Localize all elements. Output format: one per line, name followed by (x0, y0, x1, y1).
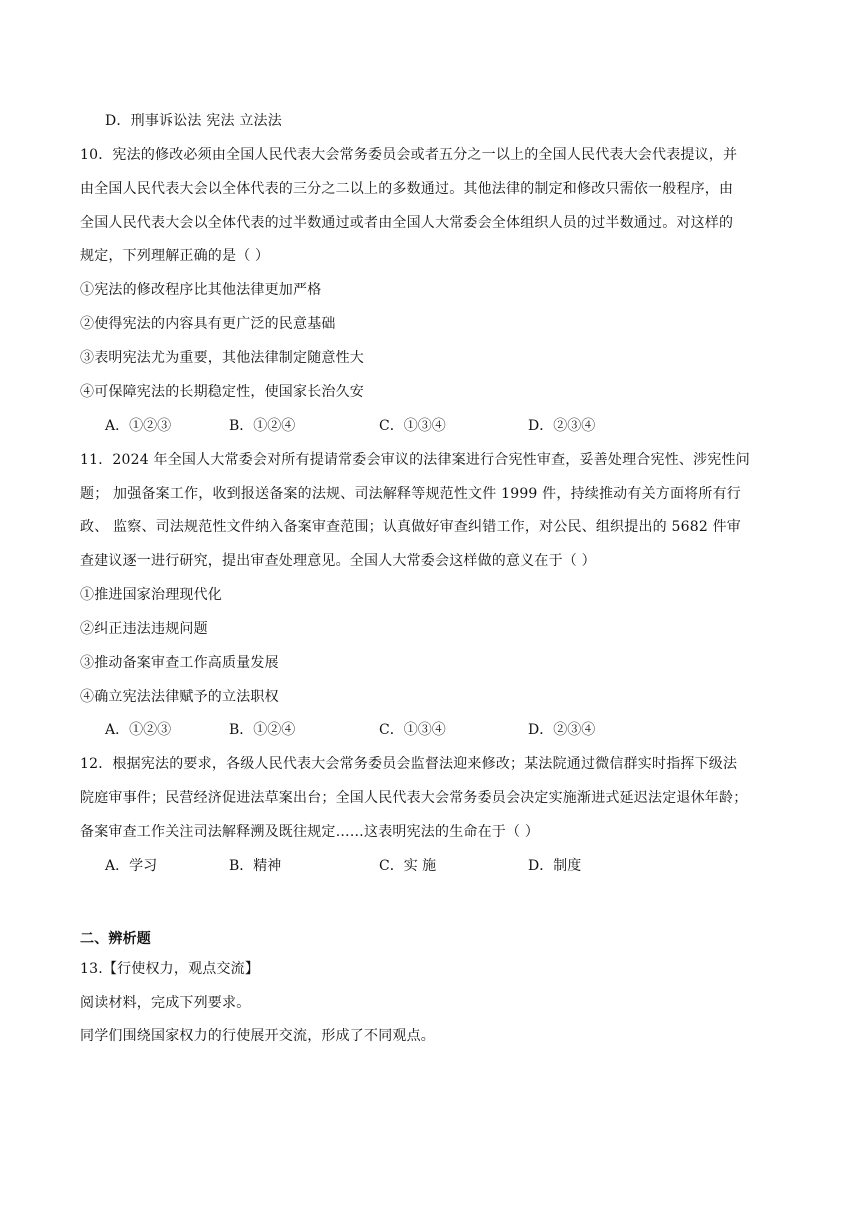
q11-option-d: D．②③④ (528, 722, 596, 738)
q10-statement: ③表明宪法尤为重要，其他法律制定随意性大 (80, 350, 364, 366)
q12-option-c: C．实 施 (379, 858, 437, 874)
q11-statement: ②纠正违法违规问题 (80, 621, 208, 637)
q11-stem-line: 查建议逐一进行研究，提出审查处理意见。全国人大常委会这样做的意义在于（ ） (80, 553, 596, 569)
q12-option-d: D．制度 (528, 858, 582, 874)
q11-statement: ①推进国家治理现代化 (80, 587, 222, 603)
q10-option-c: C．①③④ (379, 418, 446, 434)
q10-options (0, 416, 860, 436)
q11-stem-line: 题； 加强备案工作，收到报送备案的法规、司法解释等规范性文件 1999 件，持续推动有关方面将所有行 (80, 486, 741, 502)
q10-stem-line: 由全国人民代表大会以全体代表的三分之二以上的多数通过。其他法律的制定和修改只需依一般程序，由 (80, 181, 734, 197)
q12-option-a: A．学习 (105, 858, 158, 874)
q12-stem-line: 备案审查工作关注司法解释溯及既往规定……这表明宪法的生命在于（ ） (80, 824, 540, 840)
q11-statement: ③推动备案审查工作高质量发展 (80, 655, 279, 671)
q11-options (0, 720, 860, 740)
q10-statement: ①宪法的修改程序比其他法律更加严格 (80, 282, 322, 298)
q12-stem-line: 12．根据宪法的要求，各级人民代表大会常务委员会监督法迎来修改；某法院通过微信群实时指挥下级法 (80, 756, 738, 772)
q12-option-b: B．精神 (229, 858, 282, 874)
q12-stem-line: 院庭审事件；民营经济促进法草案出台；全国人民代表大会常务委员会决定实施渐进式延迟法定退休年龄； (80, 790, 748, 806)
q10-statement: ④可保障宪法的长期稳定性，使国家长治久安 (80, 384, 364, 400)
q10-stem-line: 10．宪法的修改必须由全国人民代表大会常务委员会或者五分之一以上的全国人民代表大会代表提议，并 (80, 147, 738, 163)
q11-stem-line: 11．2024 年全国人大常委会对所有提请常委会审议的法律案进行合宪性审查，妥善处理合宪性、涉宪性问 (80, 452, 750, 468)
q10-stem-line: 全国人民代表大会以全体代表的过半数通过或者由全国人大常委会全体组织人员的过半数通过。对这样的 (80, 215, 734, 231)
q12-options (0, 856, 860, 876)
q11-option-c: C．①③④ (379, 722, 446, 738)
q10-option-b: B．①②④ (229, 418, 296, 434)
q10-statement: ②使得宪法的内容具有更广泛的民意基础 (80, 316, 336, 332)
q13-title: 13.【行使权力，观点交流】 (80, 961, 260, 977)
q13-instruction: 阅读材料，完成下列要求。 (80, 995, 251, 1011)
q13-material: 同学们围绕国家权力的行使展开交流，形成了不同观点。 (80, 1028, 435, 1044)
q10-option-d: D．②③④ (528, 418, 596, 434)
q11-option-b: B．①②④ (229, 722, 296, 738)
q11-option-a: A．①②③ (105, 722, 172, 738)
q9-option-d: D．刑事诉讼法 宪法 立法法 (105, 113, 282, 129)
section-heading: 二、辨析题 (80, 931, 151, 947)
q10-stem-line: 规定，下列理解正确的是（ ） (80, 248, 270, 264)
q11-stem-line: 政、 监察、司法规范性文件纳入备案审查范围；认真做好审查纠错工作，对公民、组织提出的 5682 件审 (80, 519, 741, 535)
q10-option-a: A．①②③ (105, 418, 172, 434)
q11-statement: ④确立宪法法律赋予的立法职权 (80, 689, 279, 705)
